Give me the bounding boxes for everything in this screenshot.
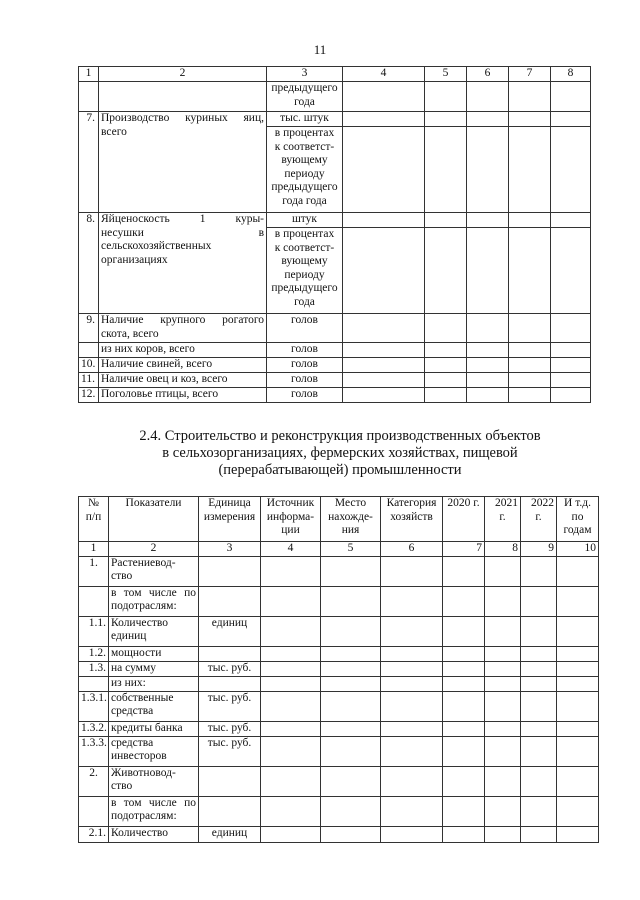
indicator-name: Производство куриных яиц, всего (99, 112, 267, 213)
col-num-5: 5 (321, 542, 381, 557)
unit-cell: тыс. руб. (199, 721, 261, 736)
indicator-name: Количество единиц (109, 616, 199, 646)
table-row (79, 766, 599, 796)
col-num-7: 7 (443, 542, 485, 557)
indicator-name: собственные средства (109, 691, 199, 721)
indicator-name: на сумму (109, 661, 199, 676)
table-row (79, 661, 599, 676)
col-num-10: 10 (557, 542, 599, 557)
row-number: 1.2. (79, 646, 109, 661)
col-num-6: 6 (381, 542, 443, 557)
indicator-name: из них коров, всего (99, 343, 267, 358)
indicator-name: кредиты банка (109, 721, 199, 736)
indicator-name: из них: (109, 676, 199, 691)
table-row (79, 646, 599, 661)
row-number: 7. (79, 112, 99, 213)
col-num-5: 5 (425, 67, 467, 82)
unit-cell: единиц (199, 616, 261, 646)
col-num-1: 1 (79, 542, 109, 557)
header-year-2020: 2020 г. (443, 497, 485, 542)
header-etc: И т.д. по годам (557, 497, 599, 542)
header-num: № п/п (79, 497, 109, 542)
table-row (79, 826, 599, 842)
unit-cell: голов (267, 358, 343, 373)
unit-cell: в процентах к соответст- вующему периоду предыдущего года (267, 228, 343, 314)
table-row (79, 343, 591, 358)
row-number: 1.3. (79, 661, 109, 676)
col-num-7: 7 (509, 67, 551, 82)
unit-cell: голов (267, 373, 343, 388)
row-number: 1.3.2. (79, 721, 109, 736)
row-number: 1. (79, 556, 109, 586)
table-row (79, 586, 599, 616)
row-number: 12. (79, 388, 99, 403)
indicator-name: Наличие овец и коз, всего (99, 373, 267, 388)
table-row (79, 213, 591, 228)
table-row (79, 112, 591, 127)
page-number: 11 (313, 42, 327, 57)
table-row (79, 736, 599, 766)
indicator-name: Наличие свиней, всего (99, 358, 267, 373)
row-number: 1.3.3. (79, 736, 109, 766)
unit-cell: тыс. руб. (199, 661, 261, 676)
column-number-row (79, 67, 591, 82)
header-year-2021: 2021 г. (485, 497, 521, 542)
table-row (79, 388, 591, 403)
header-indicators: Показатели (109, 497, 199, 542)
col-num-3: 3 (267, 67, 343, 82)
table-row (79, 676, 599, 691)
col-num-1: 1 (79, 67, 99, 82)
col-num-8: 8 (485, 542, 521, 557)
unit-cell: тыс. руб. (199, 691, 261, 721)
col-num-9: 9 (521, 542, 557, 557)
row-number: 8. (79, 213, 99, 314)
indicator-name: в том числе по подотраслям: (109, 586, 199, 616)
indicator-name: мощности (109, 646, 199, 661)
col-num-2: 2 (109, 542, 199, 557)
table-row (79, 796, 599, 826)
unit-cell: тыс. штук (267, 112, 343, 127)
indicator-name: Животновод- ство (109, 766, 199, 796)
header-category: Категория хозяйств (381, 497, 443, 542)
col-num-8: 8 (551, 67, 591, 82)
col-num-2: 2 (99, 67, 267, 82)
indicator-name: Яйценоскость 1 куры- несушки в сельскохозяйственных организациях (99, 213, 267, 314)
indicator-name: в том числе по подотраслям: (109, 796, 199, 826)
table-row (79, 556, 599, 586)
construction-table (78, 496, 599, 843)
col-num-3: 3 (199, 542, 261, 557)
row-number: 2. (79, 766, 109, 796)
table-row (79, 82, 591, 112)
row-number: 1.3.1. (79, 691, 109, 721)
col-num-6: 6 (467, 67, 509, 82)
col-num-4: 4 (261, 542, 321, 557)
row-number (79, 343, 99, 358)
table-row (79, 314, 591, 343)
row-number: 11. (79, 373, 99, 388)
section-heading: 2.4. Строительство и реконструкция производственных объектов в сельхозорганизациях, фермерских хозяйствах, пищевой (перерабатывающей) промышленности (139, 428, 541, 478)
unit-cell: голов (267, 388, 343, 403)
unit-cell: предыдущего года (267, 82, 343, 112)
header-unit: Единица измерения (199, 497, 261, 542)
unit-cell: единиц (199, 826, 261, 842)
unit-cell: в процентах к соответст- вующему периоду предыдущего года года (267, 127, 343, 213)
row-number: 10. (79, 358, 99, 373)
indicator-name: Наличие крупного рогатого скота, всего (99, 314, 267, 343)
table-row (79, 358, 591, 373)
indicator-name: Поголовье птицы, всего (99, 388, 267, 403)
table-row (79, 373, 591, 388)
table-row (79, 616, 599, 646)
column-number-row (79, 542, 599, 557)
header-location: Место нахожде- ния (321, 497, 381, 542)
header-source: Источник информа- ции (261, 497, 321, 542)
unit-cell: голов (267, 343, 343, 358)
unit-cell: голов (267, 314, 343, 343)
table-row (79, 721, 599, 736)
row-number: 9. (79, 314, 99, 343)
unit-cell: тыс. руб. (199, 736, 261, 766)
table-row (79, 691, 599, 721)
livestock-table (78, 66, 591, 403)
header-row (79, 497, 599, 542)
indicator-name: Количество (109, 826, 199, 842)
indicator-name: средства инвесторов (109, 736, 199, 766)
unit-cell: штук (267, 213, 343, 228)
header-year-2022: 2022 г. (521, 497, 557, 542)
row-number: 2.1. (79, 826, 109, 842)
col-num-4: 4 (343, 67, 425, 82)
row-number: 1.1. (79, 616, 109, 646)
indicator-name: Растениевод- ство (109, 556, 199, 586)
